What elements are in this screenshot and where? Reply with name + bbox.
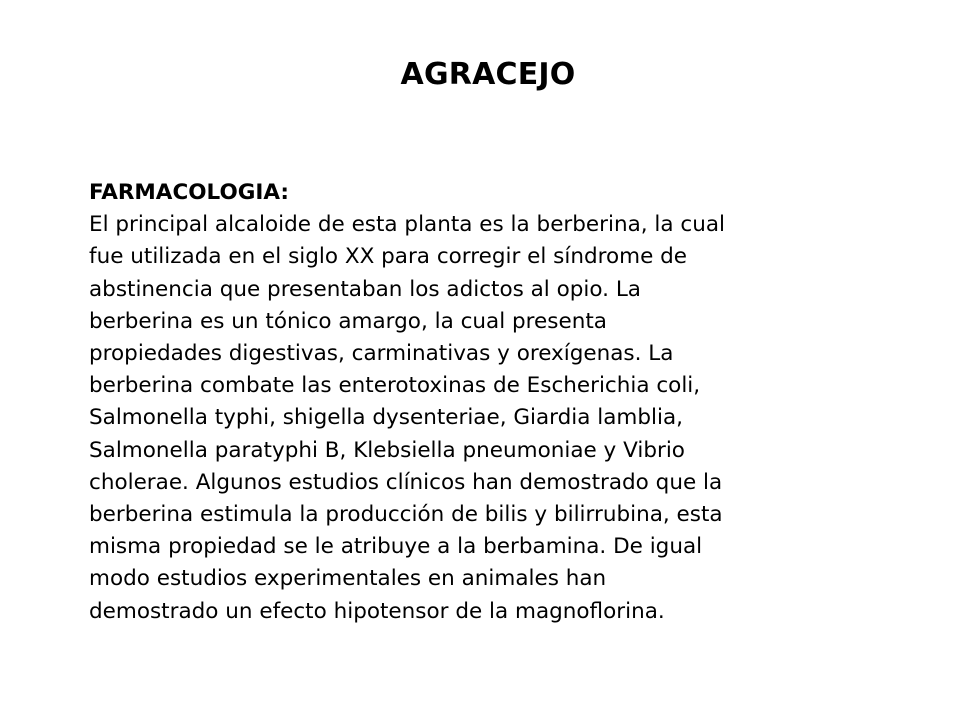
slide-title: AGRACEJO [400, 57, 576, 92]
section-heading: FARMACOLOGIA: [89, 180, 289, 205]
body-line: berberina es un tónico amargo, la cual presenta [89, 308, 607, 334]
body-line: misma propiedad se le atribuye a la berbamina. De igual [89, 534, 703, 560]
body-line: demostrado un efecto hipotensor de la magnoflorina. [89, 598, 665, 624]
body-line: Salmonella typhi, shigella dysenteriae, Giardia lamblia, [89, 405, 683, 431]
body-line: propiedades digestivas, carminativas y orexígenas. La [89, 341, 674, 367]
body-line: modo estudios experimentales en animales han [89, 566, 607, 592]
body-line: fue utilizada en el siglo XX para corregir el síndrome de [89, 244, 688, 270]
body-line: El principal alcaloide de esta planta es la berberina, la cual [89, 212, 725, 238]
body-line: cholerae. Algunos estudios clínicos han demostrado que la [89, 469, 723, 495]
body-text-block [89, 177, 889, 628]
body-line: Salmonella paratyphi B, Klebsiella pneumoniae y Vibrio [89, 437, 685, 463]
body-line: abstinencia que presentaban los adictos al opio. La [89, 276, 641, 302]
body-line: berberina estimula la producción de bilis y bilirrubina, esta [89, 502, 723, 528]
body-line: berberina combate las enterotoxinas de Escherichia coli, [89, 373, 701, 399]
